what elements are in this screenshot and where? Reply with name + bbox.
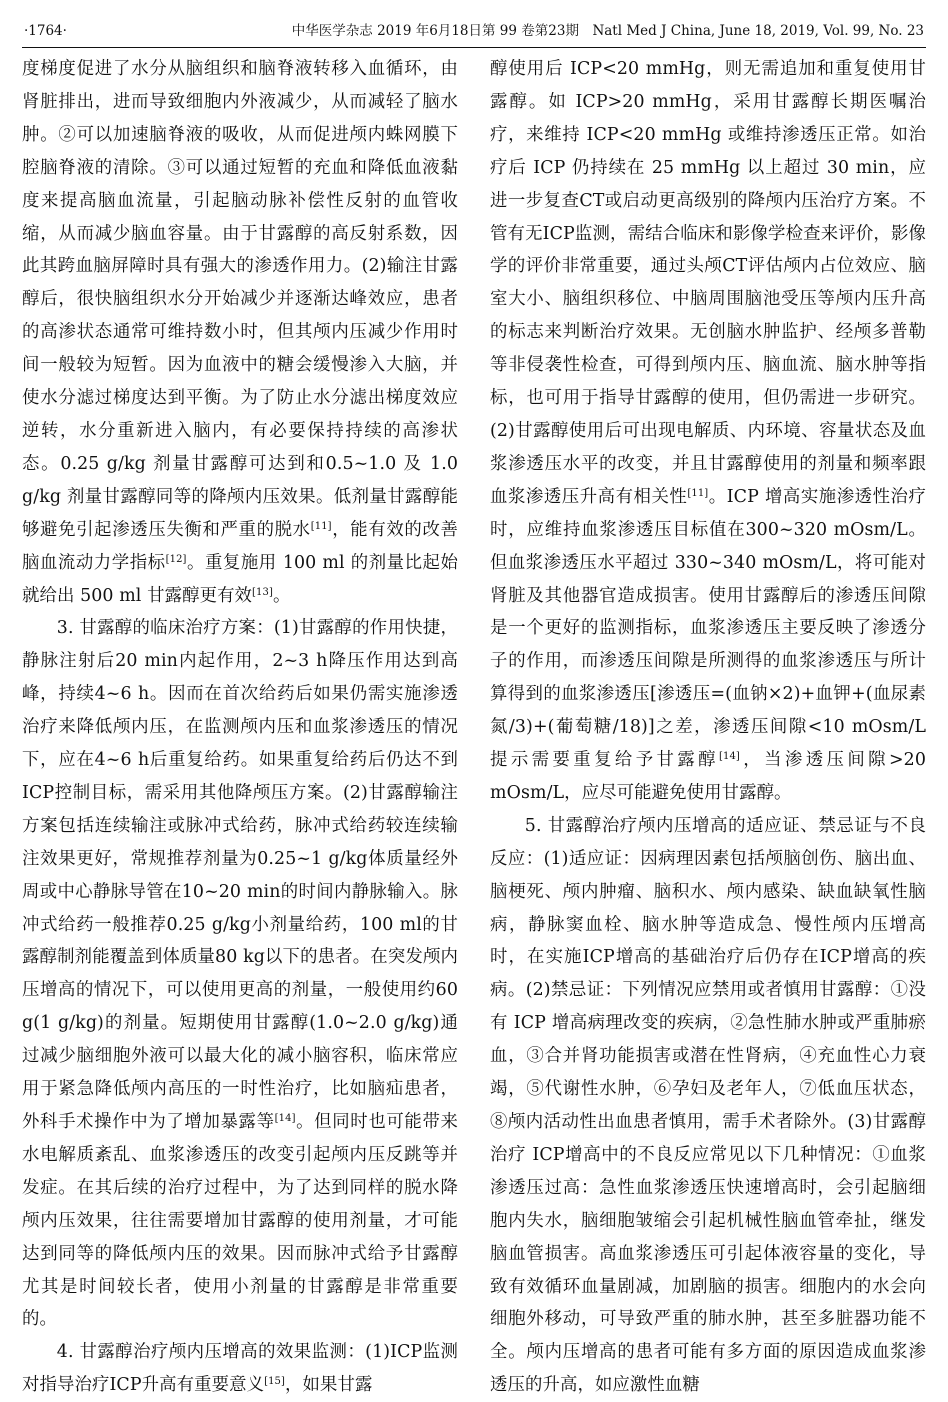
page-number: ·1764· — [24, 23, 67, 39]
citation-ref: [14] — [274, 1113, 296, 1124]
citation-ref: [11] — [687, 487, 709, 499]
paragraph-treatment-plan: 3. 甘露醇的临床治疗方案：(1)甘露醇的作用快捷，静脉注射后20 min内起作用，2~3 h降压作用达到高峰，持续4~6 h。因而在首次给药后如果仍需实施渗透治疗来降低颅内压，在监测颅内压和血浆渗透压的情况下，应在4~6 h后重复给药。如果重复给药后仍达不到ICP控制目标，需采用其他降颅压方案。(2)甘露醇输注方案包括连续输注或脉冲式给药，脉冲式给药较连续输注效果更好，常规推荐剂量为0.25~1 g/kg体质量经外周或中心静脉导管在10~20 min的时间内静脉输入。脉冲式给药一般推荐0.25 g/kg小剂量给药，100 ml的甘露醇制剂能覆盖到体质量80 kg以下的患者。在突发颅内压增高的情况下，可以使用更高的剂量，一般使用约60 g(1 g/kg)的剂量。短期使用甘露醇(1.0~2.0 g/kg)通过减少脑细胞外液可以最大化的减小脑容积，临床常应用于紧急降低颅内高压的一时性治疗，比如脑疝患者，外科手术操作中为了增加暴露等[14]。但同时也可能带来水电解质紊乱、血浆渗透压的改变引起颅内压反跳等并发症。在其后续的治疗过程中，为了达到同样的脱水降颅内压效果，往往需要增加甘露醇的使用剂量，才可能达到同等的降低颅内压的效果。因而脉冲式给予甘露醇尤其是时间较长者，使用小剂量的甘露醇是非常重要的。 — [22, 618, 458, 1330]
left-column — [22, 53, 458, 1402]
citation-ref: [14] — [719, 751, 740, 763]
paragraph-effect-monitoring: 4. 甘露醇治疗颅内压增高的效果监测：(1)ICP监测对指导治疗ICP升高有重要意义[15]，如果甘露 — [22, 1342, 458, 1396]
paragraph-monitoring-continued: 醇使用后 ICP<20 mmHg，则无需追加和重复使用甘露醇。如 ICP>20 mmHg，采用甘露醇长期医嘱治疗，来维持 ICP<20 mmHg 或维持渗透压正常。如治疗后 ICP 仍持续在 25 mmHg 以上超过 30 min，应进一步复查CT或启动更高级别的降颅内压治疗方案。不管有无ICP监测，需结合临床和影像学检查来评价，影像学的评价非常重要，通过头颅CT评估颅内占位效应、脑室大小、脑组织移位、中脑周围脑池受压等颅内压升高的标志来判断治疗效果。无创脑水肿监护、经颅多普勒等非侵袭性检查，可得到颅内压、脑血流、脑水肿等指标，也可用于指导甘露醇的使用，但仍需进一步研究。(2)甘露醇使用后可出现电解质、内环境、容量状态及血浆渗透压水平的改变，并且甘露醇使用的剂量和频率跟血浆渗透压升高有相关性[11]。ICP 增高实施渗透性治疗时，应维持血浆渗透压目标值在300~320 mOsm/L。但血浆渗透压水平超过 330~340 mOsm/L，将可能对肾脏及其他器官造成损害。使用甘露醇后的渗透压间隙是一个更好的监测指标，血浆渗透压主要反映了渗透分子的作用，而渗透压间隙是所测得的血浆渗透压与所计算得到的血浆渗透压[渗透压=(血钠×2)+血钾+(血尿素氮/3)+(葡萄糖/18)]之差，渗透压间隙<10 mOsm/L 提示需要重复给予甘露醇[14]，当渗透压间隙>20 mOsm/L，应尽可能避免使用甘露醇。 — [490, 59, 926, 803]
citation-ref: [13] — [252, 586, 273, 598]
citation-ref: [11] — [310, 520, 332, 532]
right-column — [490, 53, 926, 1402]
two-column-body — [22, 53, 926, 1402]
paragraph-osmotic-mechanism: 度梯度促进了水分从脑组织和脑脊液转移入血循环，由肾脏排出，进而导致细胞内外液减少，从而减轻了脑水肿。②可以加速脑脊液的吸收，从而促进颅内蛛网膜下腔脑脊液的清除。③可以通过短暂的充血和降低血液黏度来提高脑血流量，引起脑动脉补偿性反射的血管收缩，从而减少脑血容量。由于甘露醇的高反射系数，因此其跨血脑屏障时具有强大的渗透作用力。(2)输注甘露醇后，很快脑组织水分开始减少并逐渐达峰效应，患者的高渗状态通常可维持数小时，但其颅内压减少作用时间一般较为短暂。因为血液中的糖会缓慢渗入大脑，并使水分滤过梯度达到平衡。为了防止水分滤出梯度效应逆转，水分重新进入脑内，有必要保持持续的高渗状态。0.25 g/kg 剂量甘露醇可达到和0.5~1.0 及 1.0 g/kg 剂量甘露醇同等的降颅内压效果。低剂量甘露醇能够避免引起渗透压失衡和严重的脱水[11]，能有效的改善脑血流动力学指标[12]。重复施用 100 ml 的剂量比起始就给出 500 ml 甘露醇更有效[13]。 — [22, 59, 458, 606]
paragraph-indications-contraindications: 5. 甘露醇治疗颅内压增高的适应证、禁忌证与不良反应：(1)适应证：因病理因素包括颅脑创伤、脑出血、脑梗死、颅内肿瘤、脑积水、颅内感染、缺血缺氧性脑病，静脉窦血栓、脑水肿等造成急、慢性颅内压增高时，在实施ICP增高的基础治疗后仍存在ICP增高的疾病。(2)禁忌证：下列情况应禁用或者慎用甘露醇：①没有 ICP 增高病理改变的疾病，②急性肺水肿或严重肺瘀血，③合并肾功能损害或潜在性肾病，④充血性心力衰竭，⑤代谢性水肿，⑥孕妇及老年人，⑦低血压状态，⑧颅内活动性出血患者慎用，需手术者除外。(3)甘露醇治疗 ICP增高中的不良反应常见以下几种情况：①血浆渗透压过高：急性血浆渗透压快速增高时，会引起脑细胞内失水，脑细胞皱缩会引起机械性脑血管牵扯，继发脑血管损害。高血浆渗透压可引起体液容量的变化，导致有效循环血量剧减，加剧脑的损害。细胞内的水会向细胞外移动，可导致严重的肺水肿，甚至多脏器功能不全。颅内压增高的患者可能有多方面的原因造成血浆渗透压的升高，如应激性血糖 — [490, 815, 926, 1396]
running-header — [22, 22, 926, 48]
citation-ref: [15] — [264, 1376, 286, 1388]
citation-ref: [12] — [165, 553, 187, 565]
journal-citation: 中华医学杂志 2019 年6月18日第 99 卷第23期 Natl Med J China, June 18, 2019, Vol. 99, No. 23 — [291, 23, 924, 39]
